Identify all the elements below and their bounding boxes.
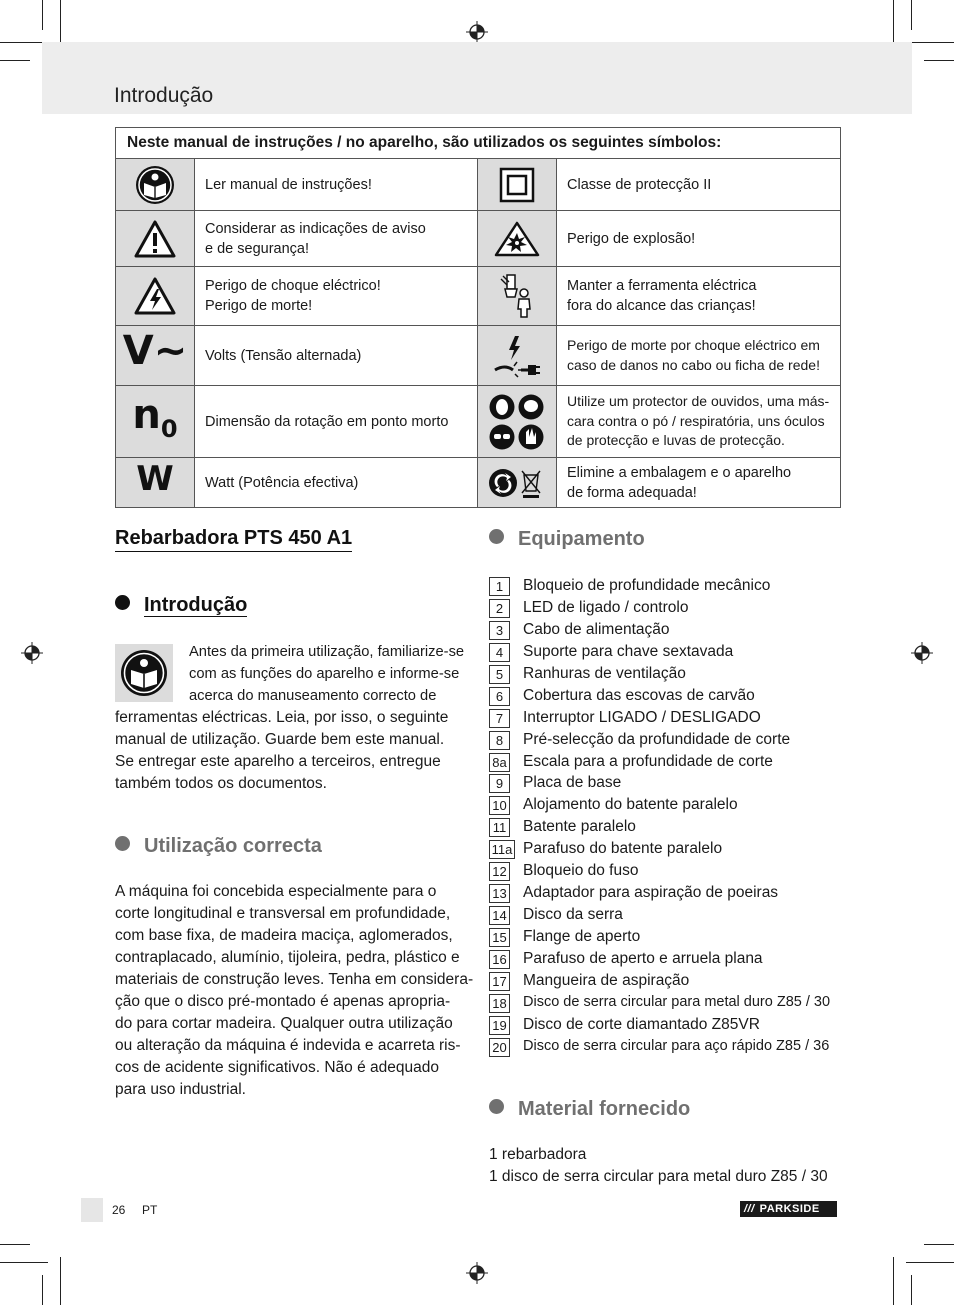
item-label: Flange de aperto: [523, 928, 641, 945]
symbol-cell: [478, 458, 557, 508]
item-number: 7: [489, 709, 510, 728]
list-item: [489, 860, 849, 882]
list-item: [489, 751, 849, 773]
item-label: Adaptador para aspiração de poeiras: [523, 884, 779, 902]
symbol-cell: [116, 326, 195, 386]
item-label: Cabo de alimentação: [523, 620, 670, 638]
item-number: 2: [489, 599, 510, 618]
item-label: Disco de serra circular para metal duro Z85 / 30: [523, 993, 831, 1010]
item-label: LED de ligado / controlo: [523, 598, 689, 616]
product-title: Rebarbadora PTS 450 A1: [115, 527, 352, 552]
item-number: 6: [489, 687, 510, 706]
item-label: Bloqueio do fuso: [523, 862, 639, 880]
crop-mark: [924, 60, 954, 61]
crop-mark: [906, 1262, 954, 1263]
list-item: [489, 948, 849, 970]
item-number: 11: [489, 818, 510, 837]
item-label: Disco de corte diamantado Z85VR: [523, 1015, 760, 1033]
idle-speed-symbol: $n_0$: [132, 391, 178, 443]
symbol-description: Ler manual de instruções!: [195, 159, 478, 211]
symbols-table-heading: Neste manual de instruções / no aparelho, são utilizados os seguintes símbolos:: [116, 128, 841, 159]
volts-ac-symbol: V~: [122, 328, 188, 374]
list-item: [489, 970, 849, 992]
item-label: Cobertura das escovas de carvão: [523, 686, 755, 704]
item-number: 1: [489, 577, 510, 596]
crop-mark: [906, 42, 954, 43]
crop-mark: [42, 1275, 43, 1305]
table-row: [116, 159, 841, 211]
symbol-cell: [116, 267, 195, 326]
symbol-cell: [478, 386, 557, 458]
table-row: [116, 386, 841, 458]
section-heading-material-fornecido: Material fornecido: [489, 1098, 690, 1121]
footer-marker: [81, 1198, 103, 1222]
registration-mark-icon: [466, 21, 488, 43]
symbol-cell: [116, 386, 195, 458]
electric-shock-icon: [134, 277, 176, 315]
item-number: 10: [489, 796, 510, 815]
list-item: [489, 992, 849, 1014]
item-number: 3: [489, 621, 510, 640]
recycling-icon: [489, 465, 545, 501]
list-item: [489, 838, 849, 860]
crop-mark: [924, 1244, 954, 1245]
table-row: [116, 211, 841, 267]
list-item: [489, 1036, 849, 1058]
symbol-cell: [478, 267, 557, 326]
item-label: Alojamento do batente paralelo: [523, 796, 738, 814]
item-number: 16: [489, 950, 510, 969]
list-item: [489, 882, 849, 904]
item-label: Suporte para chave sextavada: [523, 642, 734, 660]
list-item: [489, 619, 849, 641]
page-title: Introdução: [114, 84, 214, 107]
crop-mark: [0, 42, 48, 43]
crop-mark: [0, 60, 30, 61]
list-item: [489, 685, 849, 707]
read-manual-icon: [135, 165, 175, 205]
list-item: [489, 707, 849, 729]
crop-mark: [42, 0, 43, 30]
language-code: PT: [142, 1203, 158, 1217]
list-item: [489, 772, 849, 794]
item-label: Batente paralelo: [523, 818, 636, 836]
bullet-icon: [115, 595, 130, 610]
explosion-icon: [494, 221, 540, 257]
symbol-description: Dimensão da rotação em ponto morto: [195, 386, 478, 458]
item-label: Disco de serra circular para aço rápido Z85 / 36: [523, 1037, 830, 1054]
registration-mark-icon: [911, 642, 933, 664]
item-number: 20: [489, 1038, 510, 1057]
symbol-description: Utilize um protector de ouvidos, uma más- cara contra o pó / respiratória, uns óculos de protecção e luvas de protecção.: [557, 386, 841, 458]
list-item: [489, 926, 849, 948]
list-item: [489, 794, 849, 816]
item-number: 8: [489, 731, 510, 750]
item-number: 9: [489, 774, 510, 793]
list-item: [489, 641, 849, 663]
symbol-description: Perigo de morte por choque eléctrico em caso de danos no cabo ou ficha de rede!: [557, 326, 841, 386]
item-number: 11a: [489, 840, 515, 859]
item-label: Parafuso de aperto e arruela plana: [523, 949, 763, 967]
item-number: 5: [489, 665, 510, 684]
table-row: [116, 326, 841, 386]
read-manual-icon-box: [115, 644, 173, 702]
symbols-table-header-row: [116, 128, 841, 159]
symbol-description: Watt (Potência efectiva): [195, 458, 478, 508]
list-item: [489, 575, 849, 597]
item-number: 17: [489, 972, 510, 991]
symbol-cell: [116, 458, 195, 508]
item-number: 14: [489, 906, 510, 925]
read-manual-icon: [115, 644, 173, 702]
list-item: [489, 729, 849, 751]
section-heading-utilizacao: Utilização correcta: [115, 835, 322, 858]
crop-mark: [893, 0, 894, 48]
symbol-description: Elimine a embalagem e o aparelho de forma adequada!: [557, 458, 841, 508]
registration-mark-icon: [466, 1262, 488, 1284]
item-number: 19: [489, 1016, 510, 1035]
symbol-cell: [478, 326, 557, 386]
supplied-item: 1 disco de serra circular para metal duro Z85 / 30: [489, 1168, 828, 1185]
symbols-table: [115, 127, 841, 508]
crop-mark: [0, 1262, 48, 1263]
watt-symbol: W: [136, 459, 174, 499]
bullet-icon: [489, 529, 504, 544]
item-number: 12: [489, 862, 510, 881]
symbol-cell: [116, 159, 195, 211]
list-item: [489, 816, 849, 838]
section-heading-introducao: Introdução: [115, 594, 247, 617]
item-label: Placa de base: [523, 774, 622, 792]
symbol-cell: [116, 211, 195, 267]
item-number: 4: [489, 643, 510, 662]
registration-mark-icon: [21, 642, 43, 664]
warning-icon: [134, 220, 176, 258]
list-item: [489, 904, 849, 926]
brand-logo: /// PARKSIDE: [740, 1201, 837, 1217]
item-label: Interruptor LIGADO / DESLIGADO: [523, 708, 761, 726]
item-number: 18: [489, 994, 510, 1013]
symbol-description: Manter a ferramenta eléctrica fora do alcance das crianças!: [557, 267, 841, 326]
symbol-cell: [478, 159, 557, 211]
symbol-description: Perigo de explosão!: [557, 211, 841, 267]
item-number: 15: [489, 928, 510, 947]
table-row: [116, 458, 841, 508]
crop-mark: [893, 1257, 894, 1305]
protective-gear-icon: [488, 392, 546, 452]
equipment-list: [489, 575, 849, 1058]
list-item: [489, 1014, 849, 1036]
list-item: [489, 597, 849, 619]
item-label: Pré-selecção da profundidade de corte: [523, 730, 791, 748]
item-label: Bloqueio de profundidade mecânico: [523, 577, 771, 594]
page-number: 26: [112, 1203, 126, 1217]
damaged-cable-icon: [493, 332, 541, 380]
symbol-description: Volts (Tensão alternada): [195, 326, 478, 386]
crop-mark: [911, 0, 912, 30]
item-number: 13: [489, 884, 510, 903]
crop-mark: [911, 1275, 912, 1305]
item-label: Ranhuras de ventilação: [523, 664, 686, 682]
supplied-list: [489, 1144, 859, 1188]
item-label: Parafuso do batente paralelo: [523, 840, 723, 858]
item-label: Disco da serra: [523, 906, 623, 924]
protection-class-ii-icon: [499, 167, 535, 203]
list-item: [489, 663, 849, 685]
table-row: [116, 267, 841, 326]
intro-paragraph-start: Antes da primeira utilização, familiarize-se com as funções do aparelho e informe-se acerca do manuseamento correcto de: [189, 644, 465, 704]
usage-paragraph: A máquina foi concebida especialmente para o corte longitudinal e transversal em profundidade, com base fixa, de madeira maciça, aglomerados, contraplacado, alumínio, tijoleira, pedra, plástico e materiais de construção leves. Tenha em considera- ção que o disco pré-montado é apenas apropria- do para cortar madeira. Qualquer outra utilização ou alteração da máquina é indevida e acarreta ris- cos de acidente significativos. Não é adequado para uso industrial.: [115, 883, 474, 1098]
crop-mark: [60, 0, 61, 48]
symbol-description: Considerar as indicações de aviso e de segurança!: [195, 211, 478, 267]
item-number: 8a: [489, 753, 510, 772]
bullet-icon: [115, 836, 130, 851]
symbol-cell: [478, 211, 557, 267]
item-label: Mangueira de aspiração: [523, 971, 690, 989]
keep-away-children-icon: [497, 273, 537, 319]
crop-mark: [0, 1244, 30, 1245]
intro-paragraph-rest: ferramentas eléctricas. Leia, por isso, o seguinte manual de utilização. Guarde bem este manual. Se entregar este aparelho a terceiros, entregue também todos os documentos.: [115, 709, 449, 792]
supplied-item: 1 rebarbadora: [489, 1146, 587, 1163]
crop-mark: [60, 1257, 61, 1305]
bullet-icon: [489, 1099, 504, 1114]
symbol-description: Perigo de choque eléctrico! Perigo de morte!: [195, 267, 478, 326]
section-heading-equipamento: Equipamento: [489, 528, 645, 551]
item-label: Escala para a profundidade de corte: [523, 752, 773, 770]
symbol-description: Classe de protecção II: [557, 159, 841, 211]
